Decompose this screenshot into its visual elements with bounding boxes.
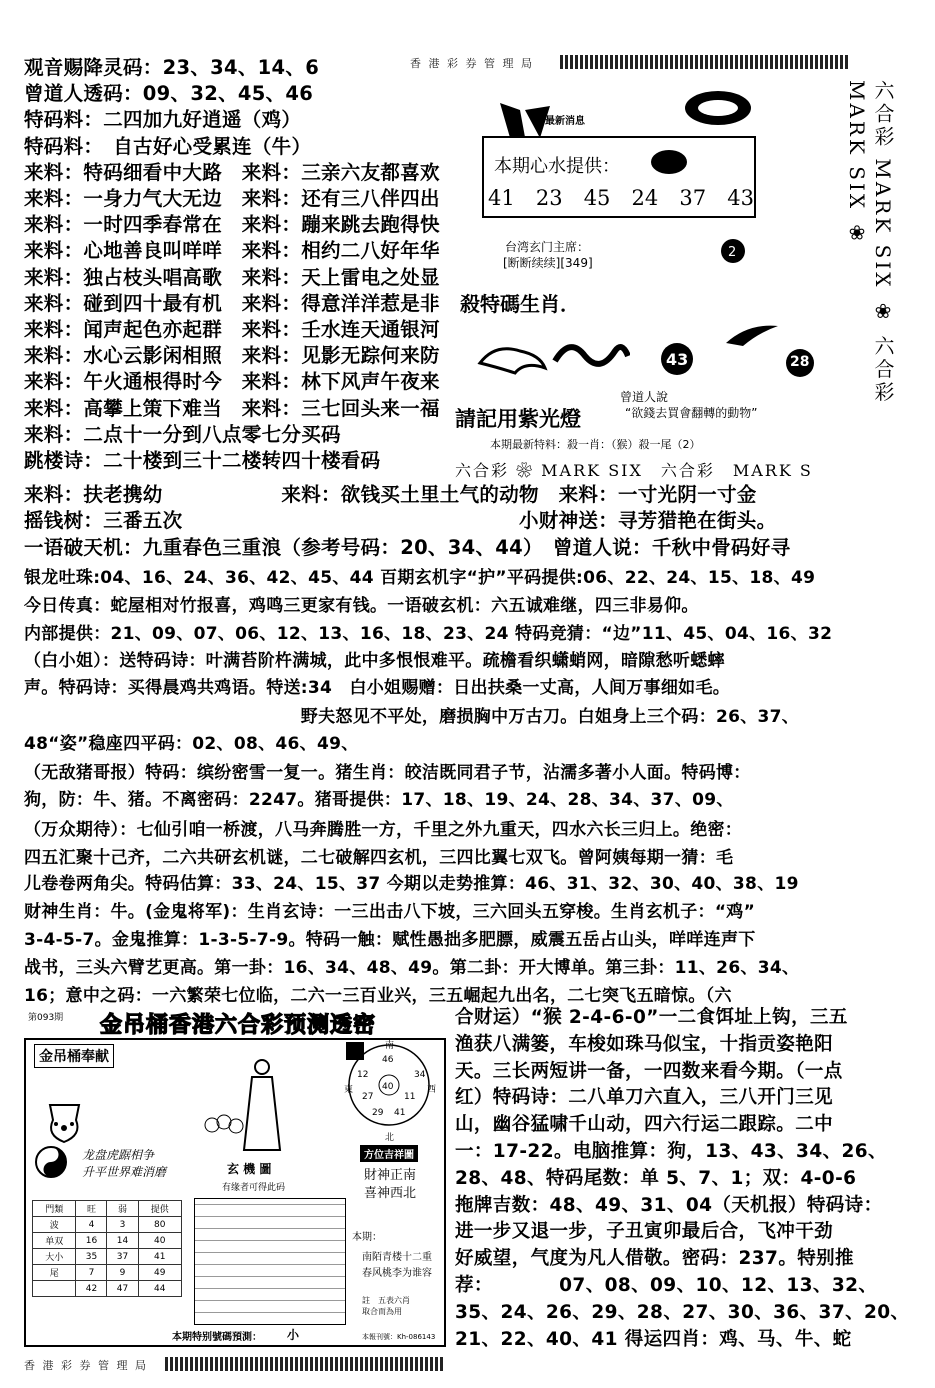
compass-num: 27 <box>362 1092 374 1102</box>
compass-north: 北 <box>385 1133 395 1143</box>
text-line: 28、48、特码尾数：单 5、7、1；双：4-0-6 <box>455 1167 857 1189</box>
compass-num: 12 <box>357 1070 369 1080</box>
text-line: 特码料：二四加九好逍遥（鸡） <box>24 108 302 132</box>
text-line: （白小姐）：送特码诗：叶满苔阶杵满城，此中多恨恨难平。疏檐看织蟏蛸网，暗隙愁听蟋蟀 <box>24 651 725 671</box>
text-line: （无敌猪哥报）特码：缤纷密雪一复一。猪生肖：皎洁既同君子节，沾濡多著小人面。特码博： <box>24 763 751 783</box>
text-line: 战书，三头六臂艺更高。第一卦：16、34、48、49。第二卦：开大博单。第三卦：11、26、34、 <box>24 958 800 978</box>
table-cell <box>33 1281 76 1297</box>
ball-number-b: 28 <box>790 354 810 370</box>
xuanji-title: 玄 機 圖 <box>227 1162 272 1176</box>
fortune-line: 財神正南 <box>364 1168 417 1183</box>
table-cell: 49 <box>138 1265 181 1281</box>
text-line: 来料：扶老携幼 来料：欲钱买土里土气的动物 来料：一寸光阴一寸金 <box>24 483 757 506</box>
heart-number: 37 <box>679 186 707 210</box>
xuanji-sub: 有缘者可得此码 <box>222 1183 286 1193</box>
compass-num: 11 <box>404 1092 416 1102</box>
compass-num: 34 <box>414 1070 426 1080</box>
taiwan-sub: [断断续续][349] <box>503 256 593 270</box>
svg-text:2: 2 <box>728 245 737 260</box>
poem-line: 春风桃李为谁容 <box>362 1268 432 1279</box>
text-line: 红）特码诗：二八单刀六直入，三八开门三见 <box>455 1087 834 1109</box>
flyer-note: 註 五表六肖 取合而為用 <box>362 1296 410 1316</box>
heart-title: 本期心水提供： <box>494 156 620 177</box>
mark-six-vertical: 六合彩 MARK SIX ❀ 六合彩 MARK SIX ❀ <box>845 80 895 405</box>
fortune-line: 喜神西北 <box>364 1186 417 1201</box>
heart-numbers <box>488 186 754 210</box>
compass-east: 東 <box>344 1085 354 1095</box>
text-line: 来料：闻声起色亦起群 来料：壬水连天通银河 <box>24 318 440 341</box>
text-line: 特码料： 自古好心受累连（牛） <box>24 134 312 158</box>
text-line: 四五汇聚十己齐，二六共研玄机谜，二七破解四玄机，三四比翼七双飞。曾阿姨每期一猜：毛 <box>24 848 734 868</box>
vase-icon <box>42 1100 87 1145</box>
flyer-issue: 第093期 <box>28 1013 64 1023</box>
flyer-footer: 本報刊號：Kh-086143 <box>362 1333 436 1341</box>
table-head: 旺 <box>76 1201 107 1217</box>
text-line: 来料：一身力气大无边 来料：还有三八伴四出 <box>24 187 440 210</box>
heart-icon <box>649 148 689 176</box>
flyer-table <box>32 1200 182 1297</box>
table-cell: 47 <box>107 1281 138 1297</box>
lottery-panel <box>455 78 855 458</box>
table-cell: 40 <box>138 1233 181 1249</box>
top-banner-strip <box>560 55 850 69</box>
table-head: 提供 <box>138 1201 181 1217</box>
text-line: 银龙吐珠:04、16、24、36、42、45、44 百期玄机字“护”平码提供:06、22、24、15、18、49 <box>24 568 816 588</box>
tseng-says: 曾道人說 <box>620 390 669 404</box>
table-row <box>33 1233 182 1249</box>
flower-icon <box>202 1110 247 1145</box>
table-cell: 35 <box>76 1249 107 1265</box>
brand-badge-icon <box>683 88 753 128</box>
text-line: 来料：特码细看中大路 来料：三亲六友都喜欢 <box>24 160 440 184</box>
xuanji-grid <box>194 1198 346 1325</box>
tseng-quote: “欲錢去買會翻轉的動物” <box>625 406 758 420</box>
table-cell: 9 <box>107 1265 138 1281</box>
kill-line: 本期最新特料：殺一肖：（猴）殺一尾（2） <box>490 438 701 451</box>
text-line: 观音赐降灵码：23、34、14、6 <box>24 56 320 79</box>
table-cell: 4 <box>76 1217 107 1233</box>
text-line: 进一步又退一步，子丑寅卯最后合，飞冲干劲 <box>455 1221 834 1243</box>
text-line: 渔获八满篓，车梭如珠马似宝，十指贡姿艳阳 <box>455 1033 834 1055</box>
text-line: 摇钱树：三番五次 小财神送：寻芳猎艳在街头。 <box>24 509 777 532</box>
top-banner-text: 香 港 彩 券 管 理 局 <box>410 57 534 70</box>
heart-number: 45 <box>583 186 611 210</box>
heart-number: 23 <box>535 186 563 210</box>
compass-num: 40 <box>382 1082 394 1092</box>
animal-rat-icon <box>475 333 550 378</box>
bagua-icon <box>344 1040 366 1062</box>
table-cell: 44 <box>138 1281 181 1297</box>
text-line: 今日传真：蛇屋相对竹报喜，鸡鸣三更家有钱。一语破玄机：六五诚难继，四三非易仰。 <box>24 596 699 616</box>
yin-yang-icon <box>34 1145 68 1179</box>
table-cell: 37 <box>107 1249 138 1265</box>
bottom-banner-strip <box>165 1357 445 1371</box>
table-row <box>33 1217 182 1233</box>
text-line: 曾道人透码：09、32、45、46 <box>24 82 314 106</box>
text-line: 16；意中之码：一六繁荣七位临，二六一三百业兴，三五崛起九出名，二七突飞五暗惊。（六 <box>24 986 732 1006</box>
table-cell: 7 <box>76 1265 107 1281</box>
table-row <box>33 1265 182 1281</box>
couplet-line: 升平世界难消磨 <box>82 1165 167 1179</box>
flyer-brand: 金吊桶奉献 <box>34 1044 114 1068</box>
animal-horse-icon <box>723 318 783 348</box>
text-line: 21、22、40、41 得运四肖：鸡、马、牛、蛇 <box>455 1328 852 1350</box>
text-line: 来料：碰到四十最有机 来料：得意洋洋惹是非 <box>24 291 440 315</box>
text-line: 狗，防：牛、猪。不离密码：2247。猪哥提供：17、18、19、24、28、34、37、09、 <box>24 790 734 810</box>
text-line: 48“姿”稳座四平码：02、08、46、49、 <box>24 734 359 754</box>
flyer <box>22 1010 447 1348</box>
kill-title: 殺特碼生肖． <box>460 292 580 316</box>
text-line: 财神生肖：牛。(金鬼将军)：生肖玄诗：一三出击八下坡，三六回头五穿梭。生肖玄机子：“鸡” <box>24 902 756 922</box>
compass-south: 南 <box>385 1041 395 1051</box>
heart-number: 41 <box>488 186 515 210</box>
text-line: 天。三长两短讲一备，一四数来看今期。（一点 <box>455 1060 843 1082</box>
text-line: （万众期待）：七仙引咱一桥渡，八马奔腾胜一方，千里之外九重天，四水六长三归上。绝密： <box>24 820 743 840</box>
latest-news-label: 最新消息 <box>545 116 585 127</box>
uv-overlay: 請記用紫光燈 <box>455 406 581 431</box>
flyer-title: 金吊桶香港六合彩预测透密 <box>100 1013 377 1038</box>
text-line: 儿卷卷两角尖。特码估算：33、24、15、37 今期以走势推算：46、31、32、30、40、38、19 <box>24 874 799 894</box>
table-cell: 3 <box>107 1217 138 1233</box>
bottom-banner-text: 香 港 彩 券 管 理 局 <box>24 1359 148 1372</box>
table-cell: 80 <box>138 1217 181 1233</box>
table-row <box>33 1249 182 1265</box>
text-line: 野夫怒见不平处，磨损胸中万古刀。白姐身上三个码：26、37、 <box>24 707 800 727</box>
text-line: 来料：一时四季春常在 来料：蹦来跳去跑得快 <box>24 213 440 237</box>
predict-value: 小 <box>287 1328 300 1342</box>
heart-number-box <box>482 136 756 218</box>
this-issue-label: 本期： <box>352 1232 382 1243</box>
compass-num: 29 <box>372 1108 384 1118</box>
text-line: 山，幽谷猛啸千山动，四六行运二跟踪。二中 <box>455 1114 834 1136</box>
table-cell: 大小 <box>33 1249 76 1265</box>
table-cell: 单双 <box>33 1233 76 1249</box>
table-row <box>33 1281 182 1297</box>
mark-six-strip: 六合彩 ❀ MARK SIX 六合彩 MARK S <box>455 461 813 480</box>
predict-label: 本期特别號碼預測： <box>172 1332 262 1343</box>
table-cell: 尾 <box>33 1265 76 1281</box>
text-line: 来料：水心云影闲相照 来料：见影无踪何来防 <box>24 344 440 368</box>
text-line: 3-4-5-7。金鬼推算：1-3-5-7-9。特码一触：赋性愚拙多肥膘，威震五岳占山头，咩咩连声下 <box>24 930 756 950</box>
text-line: 来料：高攀上策下难当 来料：三七回头来一福 <box>24 396 440 420</box>
text-line: 来料：二点十一分到八点零七分买码 <box>24 422 341 446</box>
table-head: 弱 <box>107 1201 138 1217</box>
text-line: 好威望，气度为凡人借敬。密码：237。特别推 <box>455 1248 854 1270</box>
poem-line: 南陌青楼十二重 <box>362 1252 432 1263</box>
table-head: 門類 <box>33 1201 76 1217</box>
text-line: 荐： 07、08、09、10、12、13、32、 <box>455 1275 878 1296</box>
table-cell: 16 <box>76 1233 107 1249</box>
table-cell: 42 <box>76 1281 107 1297</box>
table-cell: 41 <box>138 1249 181 1265</box>
heart-number: 43 <box>727 186 754 210</box>
animal-dragon-icon <box>550 336 630 376</box>
number-2-badge-icon <box>720 238 746 264</box>
table-cell: 波 <box>33 1217 76 1233</box>
fortune-title: 方位吉祥圖 <box>360 1145 418 1162</box>
text-line: 来料：心地善良叫咩咩 来料：相约二八好年华 <box>24 239 440 263</box>
text-line: 来料：独占枝头唱高歌 来料：天上雷电之处显 <box>24 265 440 289</box>
text-line: 一：17-22。电脑推算：狗，13、43、34、26、 <box>455 1141 887 1162</box>
ball-number-a: 43 <box>666 350 689 369</box>
heart-number: 24 <box>631 186 659 210</box>
text-line: 合财运）“猴 2-4-6-0”一二食饵址上钩，三五 <box>455 1007 848 1028</box>
compass-num: 46 <box>382 1055 394 1065</box>
text-line: 来料：午火通根得时今 来料：林下风声午夜来 <box>24 370 440 394</box>
text-line: 内部提供：21、09、07、06、12、13、16、18、23、24 特码竞猜：“边”11、45、04、16、32 <box>24 624 833 644</box>
text-line: 35、24、26、29、28、27、30、36、37、20、 <box>455 1301 910 1323</box>
text-line: 跳楼诗：二十楼到三十二楼转四十楼看码 <box>24 449 381 472</box>
table-cell: 14 <box>107 1233 138 1249</box>
text-line: 拖牌吉数：48、49、31、04（天机报）特码诗： <box>455 1194 883 1216</box>
compass-west: 西 <box>427 1085 437 1095</box>
compass-num: 41 <box>394 1108 406 1118</box>
text-line: 声。特码诗：买得晨鸡共鸡语。特送:34 白小姐赐赠：日出扶桑一丈高，人间万事细如毛。 <box>24 678 731 698</box>
taiwan-label: 台湾玄门主席： <box>505 240 590 254</box>
text-line: 一语破天机：九重春色三重浪（参考号码：20、34、44） 曾道人说：千秋中骨码好寻 <box>24 536 791 559</box>
couplet-line: 龙盘虎踞相争 <box>82 1148 155 1162</box>
